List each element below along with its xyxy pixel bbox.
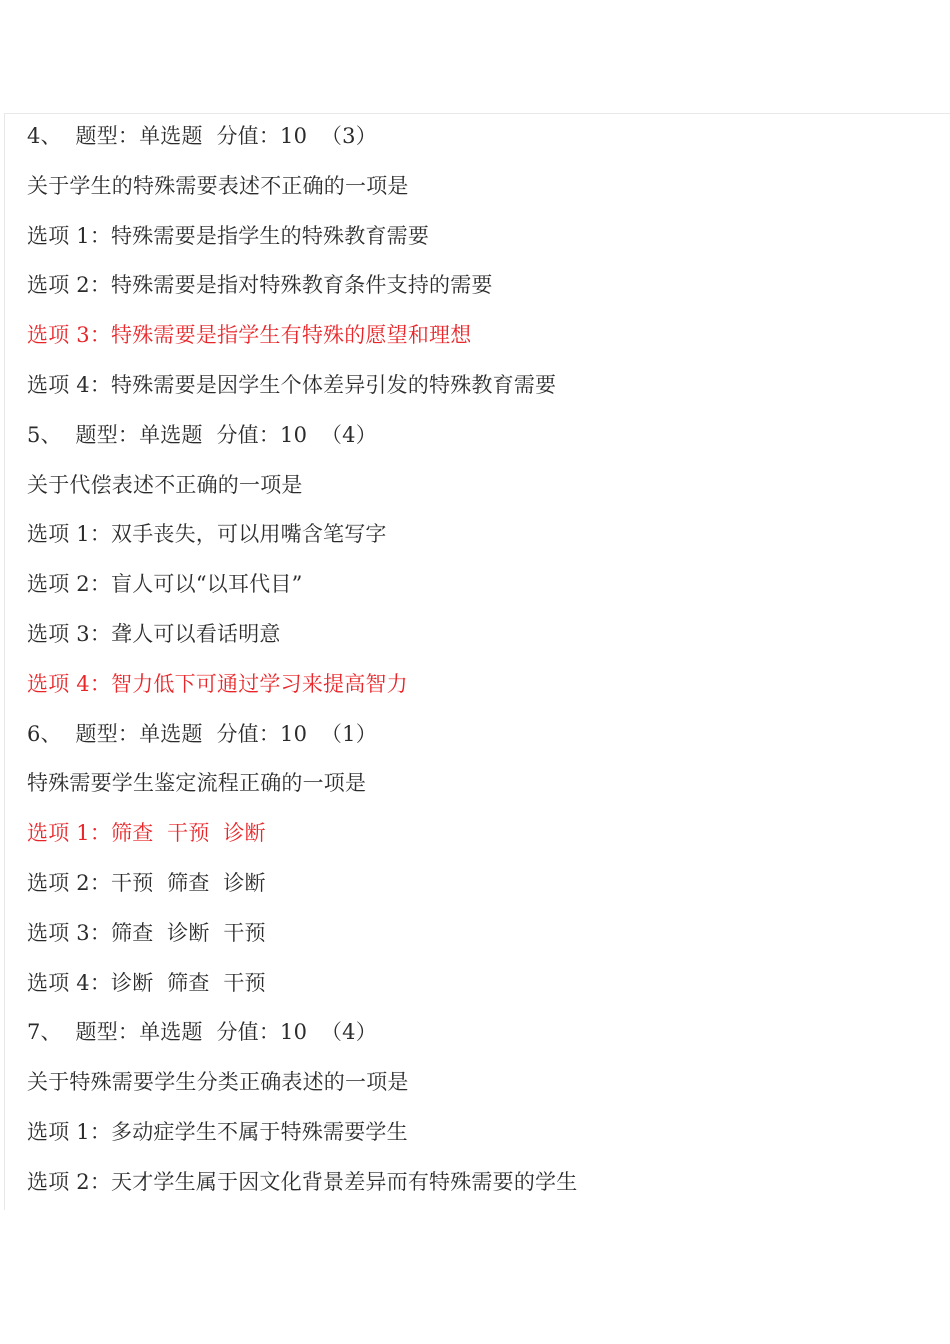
page-top-border <box>4 113 950 114</box>
option-line-correct: 选项 1：筛查 干预 诊断 <box>27 821 266 846</box>
question-block <box>27 717 927 1016</box>
option-line-correct: 选项 3：特殊需要是指学生有特殊的愿望和理想 <box>27 323 472 348</box>
option-line: 选项 2：干预 筛查 诊断 <box>27 870 266 895</box>
question-stem: 关于学生的特殊需要表述不正确的一项是 <box>27 173 409 198</box>
question-header: 4、 题型：单选题 分值：10 （3） <box>27 124 377 148</box>
option-line: 选项 3：筛查 诊断 干预 <box>27 920 266 945</box>
question-block <box>27 1015 927 1214</box>
question-block <box>27 418 927 717</box>
option-line: 选项 2：特殊需要是指对特殊教育条件支持的需要 <box>27 273 493 298</box>
page-left-border <box>4 113 5 1210</box>
question-stem: 特殊需要学生鉴定流程正确的一项是 <box>27 771 367 796</box>
option-line: 选项 1：多动症学生不属于特殊需要学生 <box>27 1119 408 1144</box>
option-line-correct: 选项 4：智力低下可通过学习来提高智力 <box>27 671 408 696</box>
question-stem: 关于代偿表述不正确的一项是 <box>27 472 303 497</box>
option-line: 选项 3：聋人可以看话明意 <box>27 621 281 646</box>
question-stem: 关于特殊需要学生分类正确表述的一项是 <box>27 1070 409 1095</box>
question-header: 7、 题型：单选题 分值：10 （4） <box>27 1020 377 1045</box>
option-line: 选项 1：双手丧失，可以用嘴含笔写字 <box>27 522 387 547</box>
option-line: 选项 4：诊断 筛查 干预 <box>27 970 266 995</box>
option-line: 选项 2：天才学生属于因文化背景差异而有特殊需要的学生 <box>27 1169 578 1194</box>
question-list <box>27 119 927 1215</box>
question-header: 5、 题型：单选题 分值：10 （4） <box>27 422 377 447</box>
question-header: 6、 题型：单选题 分值：10 （1） <box>27 721 377 746</box>
option-line: 选项 4：特殊需要是因学生个体差异引发的特殊教育需要 <box>27 372 557 397</box>
question-block <box>27 119 927 418</box>
option-line: 选项 2：盲人可以“以耳代目” <box>27 572 303 597</box>
option-line: 选项 1：特殊需要是指学生的特殊教育需要 <box>27 223 430 248</box>
